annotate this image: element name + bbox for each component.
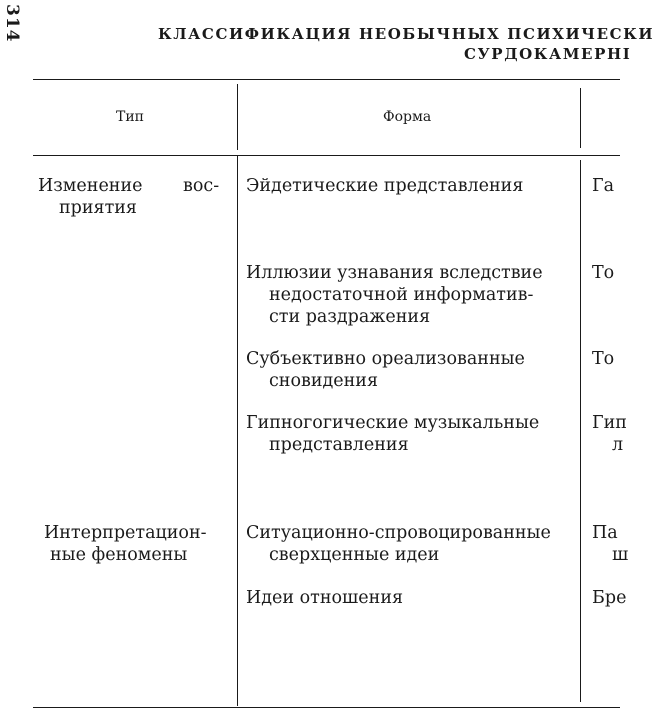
form-cell-line: сти раздражения — [269, 307, 431, 327]
header-form: Форма — [383, 109, 432, 125]
form-cell-line: Ситуационно-спровоцированные — [246, 523, 551, 543]
form-cell-line: Иллюзии узнавания вследствие — [246, 263, 543, 283]
top-rule — [33, 79, 620, 80]
header-type: Тип — [116, 109, 144, 125]
type-cell-line: вос- — [183, 176, 220, 196]
form-cell-line: сновидения — [269, 371, 379, 391]
third-col-fragment: Бре — [592, 588, 627, 608]
form-cell-line: Идеи отношения — [246, 588, 404, 608]
form-cell-line: Гипногогические музыкальные — [246, 413, 540, 433]
table-title — [158, 25, 654, 63]
third-col-fragment: Гип — [592, 413, 627, 433]
header-rule — [33, 155, 620, 156]
type-cell-line: ные феномены — [50, 545, 188, 565]
form-cell-line: Субъективно ореализованные — [246, 349, 525, 369]
third-col-fragment: То — [592, 263, 615, 283]
column-divider-1 — [237, 84, 238, 150]
column-divider-3 — [237, 156, 238, 706]
third-col-fragment: Па — [592, 523, 618, 543]
title-line-1: КЛАССИФИКАЦИЯ НЕОБЫЧНЫХ ПСИХИЧЕСКИ — [158, 25, 654, 43]
page-number: 314 — [2, 4, 22, 43]
type-cell-line: Интерпретацион- — [44, 523, 207, 543]
third-col-fragment: л — [612, 435, 624, 455]
column-divider-4 — [580, 160, 581, 702]
bottom-rule — [33, 707, 620, 708]
type-cell-line: Изменение — [38, 176, 143, 196]
form-cell-line: недостаточной информатив- — [269, 285, 534, 305]
column-divider-2 — [580, 88, 581, 148]
form-cell-line: Эйдетические представления — [246, 176, 524, 196]
third-col-fragment: ш — [612, 545, 629, 565]
third-col-fragment: То — [592, 349, 615, 369]
type-cell-line: приятия — [59, 198, 137, 218]
form-cell-line: представления — [269, 435, 409, 455]
third-col-fragment: Га — [592, 176, 615, 196]
form-cell-line: сверхценные идеи — [269, 545, 440, 565]
title-line-2: СУРДОКАМЕРНІ — [464, 45, 632, 63]
